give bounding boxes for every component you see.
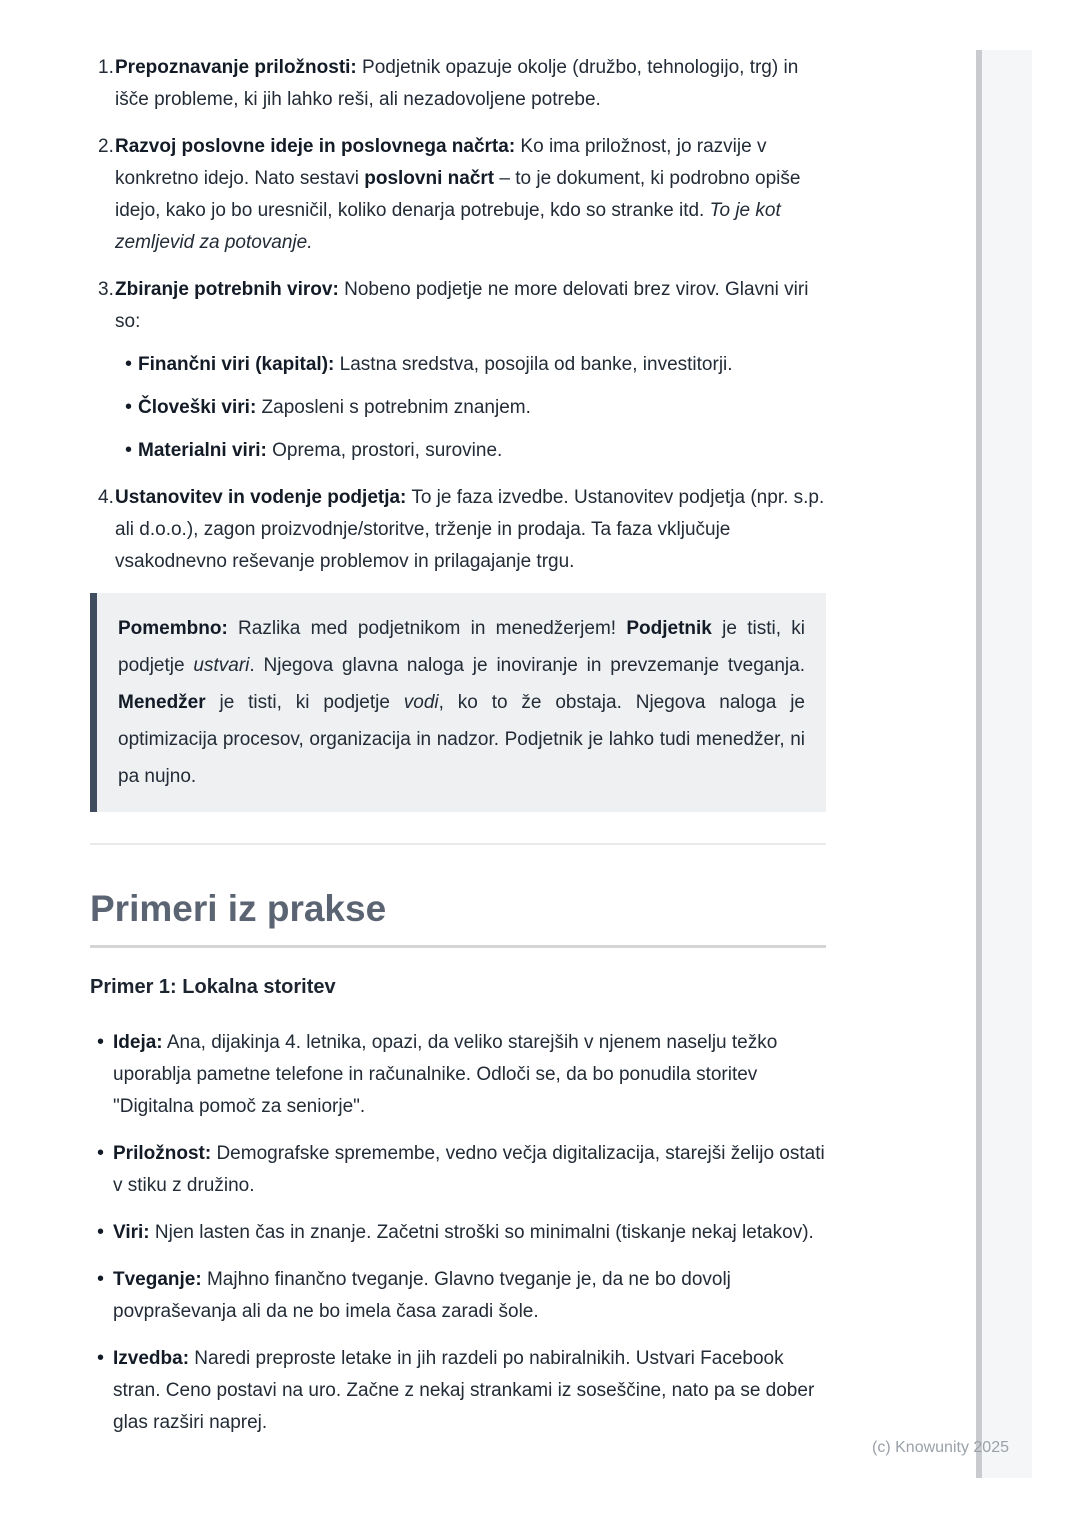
important-callout	[90, 593, 826, 812]
list-item-text: Viri: Njen lasten čas in znanje. Začetni stroški so minimalni (tiskanje nekaj letakov).	[113, 1222, 814, 1243]
list-number: 1.	[98, 57, 114, 78]
list-item-text: Priložnost: Demografske spremembe, vedno večja digitalizacija, starejši želijo ostati v stiku z družino.	[113, 1143, 825, 1196]
list-item	[90, 274, 826, 467]
bullet-icon: •	[125, 439, 133, 461]
list-number: 4.	[98, 487, 114, 508]
copyright-watermark: (c) Knowunity 2025	[872, 1439, 1009, 1456]
document-content	[90, 52, 826, 1454]
heading-underline	[90, 945, 826, 948]
example-subheading: Primer 1: Lokalna storitev	[90, 976, 336, 998]
list-item	[115, 435, 826, 467]
list-item	[90, 1217, 826, 1249]
bullet-icon: •	[125, 396, 133, 418]
next-page-edge	[976, 50, 1032, 1478]
bullet-icon: •	[125, 353, 133, 375]
bullet-icon: •	[97, 1031, 105, 1053]
callout-text: Pomembno: Razlika med podjetnikom in menedžerjem! Podjetnik je tisti, ki podjetje ustvari. Njegova glavna naloga je inoviranje in prevzemanje tveganja. Menedžer je tisti, ki podjetje vodi, ko to že obstaja. Njegova naloga je optimizacija procesov, organizacija in nadzor. Podjetnik je lahko tudi menedžer, ni pa nujno.	[118, 618, 805, 787]
list-number: 2.	[98, 136, 114, 157]
list-item	[90, 1264, 826, 1328]
page-title: Primeri iz prakse	[90, 888, 387, 929]
list-item	[115, 349, 826, 381]
list-item-text: Izvedba: Naredi preproste letake in jih razdeli po nabiralnikih. Ustvari Facebook stran. Ceno postavi na uro. Začne z nekaj strankami iz soseščine, nato pa se dober glas razširi naprej.	[113, 1348, 815, 1433]
list-item-text: Ustanovitev in vodenje podjetja: To je faza izvedbe. Ustanovitev podjetja (npr. s.p. ali d.o.o.), zagon proizvodnje/storitve, trženje in prodaja. Ta faza vključuje vsakodnevno reševanje problemov in prilagajanje trgu.	[115, 487, 825, 572]
section-divider	[90, 843, 826, 845]
list-item-text: Človeški viri: Zaposleni s potrebnim znanjem.	[138, 397, 531, 418]
list-item-text: Prepoznavanje priložnosti: Podjetnik opazuje okolje (družbo, tehnologijo, trg) in išče probleme, ki jih lahko reši, ali nezadovoljene potrebe.	[115, 57, 799, 110]
list-item-text: Razvoj poslovne ideje in poslovnega načrta: Ko ima priložnost, jo razvije v konkretno idejo. Nato sestavi poslovni načrt – to je dokument, ki podrobno opiše idejo, kako jo bo uresničil, koliko denarja potrebuje, kdo so stranke itd. To je kot zemljevid za potovanje.	[115, 136, 801, 253]
resources-sublist	[115, 349, 826, 467]
list-number: 3.	[98, 279, 114, 300]
bullet-icon: •	[97, 1268, 105, 1290]
list-item	[90, 52, 826, 116]
bullet-icon: •	[97, 1347, 105, 1369]
list-item	[115, 392, 826, 424]
list-item	[90, 131, 826, 259]
list-item	[90, 1138, 826, 1202]
list-item-text: Tveganje: Majhno finančno tveganje. Glavno tveganje je, da ne bo dovolj povpraševanja ali da ne bo imela časa zaradi šole.	[113, 1269, 731, 1322]
list-item	[90, 482, 826, 578]
list-item	[90, 1343, 826, 1439]
bullet-icon: •	[97, 1142, 105, 1164]
list-item-text: Finančni viri (kapital): Lastna sredstva, posojila od banke, investitorji.	[138, 354, 733, 375]
list-item-text: Ideja: Ana, dijakinja 4. letnika, opazi, da veliko starejših v njenem naselju težko uporablja pametne telefone in računalnike. Odloči se, da bo ponudila storitev "Digitalna pomoč za seniorje".	[113, 1032, 778, 1117]
bullet-icon: •	[97, 1221, 105, 1243]
list-item-text: Materialni viri: Oprema, prostori, surovine.	[138, 440, 503, 461]
example-bullet-list	[90, 1027, 826, 1439]
process-steps-list	[90, 52, 826, 578]
list-item	[90, 1027, 826, 1123]
list-item-text: Zbiranje potrebnih virov: Nobeno podjetje ne more delovati brez virov. Glavni viri so:	[115, 279, 809, 332]
